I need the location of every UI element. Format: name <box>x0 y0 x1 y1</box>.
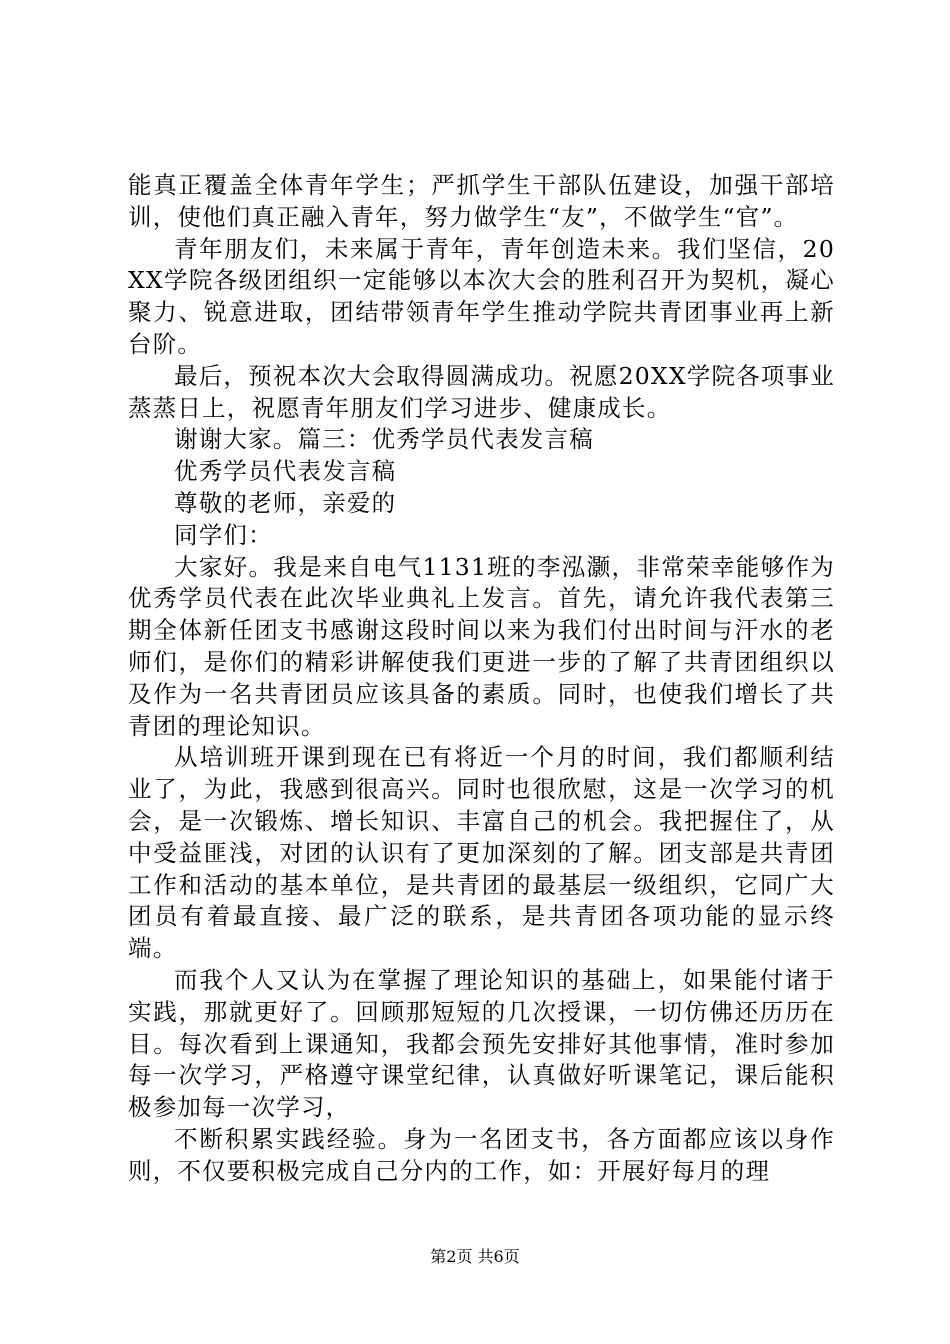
section-title: 优秀学员代表发言稿 <box>174 457 397 486</box>
salutation-1: 尊敬的老师，亲爱的 <box>174 488 397 517</box>
paragraph-10: 而我个人又认为在掌握了理论知识的基础上，如果能付诸于实践，那就更好了。回顾那短短的几次授课，一切仿佛还历历在目。每次看到上课通知，我都会预先安排好其他事情，准时参加每一次学习，严格遵守课堂纪律，认真做好听课笔记，课后能积极参加每一次学习， <box>128 965 835 1122</box>
paragraph-1: 能真正覆盖全体青年学生；严抓学生干部队伍建设，加强干部培训，使他们真正融入青年，努力做学生“友”，不做学生“官”。 <box>128 171 835 231</box>
paragraph-4: 谢谢大家。篇三：优秀学员代表发言稿 <box>174 425 594 454</box>
paragraph-11: 不断积累实践经验。身为一名团支书，各方面都应该以身作则，不仅要积极完成自己分内的工作，如：开展好每月的理 <box>128 1124 835 1185</box>
salutation-2: 同学们： <box>174 520 273 549</box>
paragraph-9: 从培训班开课到现在已有将近一个月的时间，我们都顺利结业了，为此，我感到很高兴。同时也很欣慰，这是一次学习的机会，是一次锻炼、增长知识、丰富自己的机会。我把握住了，从中受益匪浅，对团的认识有了更加深刻的了解。团支部是共青团工作和活动的基本单位，是共青团的最基层一级组织，它同广大团员有着最直接、最广泛的联系，是共青团各项功能的显示终端。 <box>128 743 835 963</box>
paragraph-8: 大家好。我是来自电气1131班的李泓灏，非常荣幸能够作为优秀学员代表在此次毕业典礼上发言。首先，请允许我代表第三期全体新任团支书感谢这段时间以来为我们付出时间与汗水的老师们，是你们的精彩讲解使我们更进一步的了解了共青团组织以及作为一名共青团员应该具备的素质。同时，也使我们增长了共青团的理论知识。 <box>128 552 835 740</box>
page-footer: 第2页 共6页 <box>430 1247 520 1266</box>
paragraph-3: 最后，预祝本次大会取得圆满成功。祝愿20XX学院各项事业蒸蒸日上，祝愿青年朋友们学习进步、健康成长。 <box>128 361 835 422</box>
paragraph-2: 青年朋友们，未来属于青年，青年创造未来。我们坚信，20XX学院各级团组织一定能够以本次大会的胜利召开为契机，凝心聚力、锐意进取，团结带领青年学生推动学院共青团事业再上新台阶。 <box>128 234 835 358</box>
document-body <box>128 170 835 1188</box>
